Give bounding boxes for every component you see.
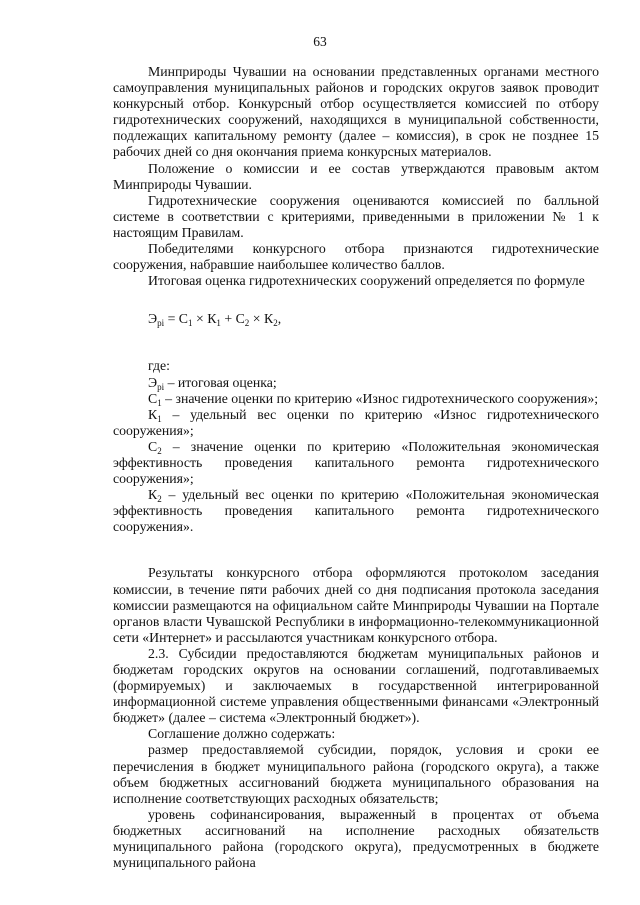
definition-c1-text: – значение оценки по критерию «Износ гидротехнического сооружения»;	[161, 390, 599, 406]
definition-k2-symbol: К	[148, 487, 158, 503]
formula-e: Э	[148, 311, 158, 327]
page-number: 63	[313, 34, 327, 49]
definition-c2-symbol: С	[148, 438, 158, 454]
paragraph-competition: Минприроды Чувашии на основании представленных органами местного самоуправления муниципальных районов и городских округов заявок проводит конкурсный отбор. Конкурсный отбор осуществляется комиссией по отбору гидротехнических сооружений, находящихся в муниципальной собственности, подлежащих капитальному ремонту (далее – комиссия), в срок не позднее 15 рабочих дней со дня окончания приема конкурсных материалов.	[113, 64, 599, 160]
definition-k1	[113, 407, 599, 439]
paragraph-cofinancing: уровень софинансирования, выраженный в процентах от объема бюджетных ассигнований на исполнение расходных обязательств муниципального района (городского округа), предусмотренных в бюджете муниципального района	[113, 806, 599, 871]
paragraph-results: Результаты конкурсного отбора оформляются протоколом заседания комиссии, в течение пяти рабочих дней со дня подписания протокола заседания комиссии размещаются на официальном сайте Минприроды Чувашии на Портале органов власти Чувашской Республики в информационно-телекоммуникационной сети «Интернет» и рассылаются участникам конкурсного отбора.	[113, 565, 599, 645]
definition-k2-text: – удельный вес оценки по критерию «Положительная экономическая эффективность проведения капитального ремонта гидротехнического сооружения».	[113, 487, 599, 535]
formula-times1: × К	[192, 311, 217, 327]
formula-times2: × К	[249, 311, 274, 327]
paragraph-agreement-intro: Соглашение должно содержать:	[148, 726, 336, 742]
formula-eq: = С	[164, 311, 189, 327]
formula-c1-sub: 1	[188, 318, 193, 329]
formula-plus: + С	[220, 311, 245, 327]
definition-total-symbol: Э	[148, 374, 158, 390]
definition-c2-sub: 2	[157, 445, 162, 456]
paragraph-winners: Победителями конкурсного отбора признаются гидротехнические сооружения, набравшие наибольшее количество баллов.	[113, 241, 599, 273]
definition-total-score	[113, 375, 599, 391]
definition-c1-symbol: С	[148, 390, 158, 406]
definition-k1-symbol: К	[148, 406, 158, 422]
where-label: где:	[148, 358, 170, 374]
formula-k1-sub: 1	[216, 318, 221, 329]
section-gap	[113, 535, 599, 565]
definition-k1-sub: 1	[157, 413, 162, 424]
formula-e-sub: рi	[157, 318, 165, 329]
paragraph-commission: Положение о комиссии и ее состав утверждаются правовым актом Минприроды Чувашии.	[113, 160, 599, 192]
formula	[113, 311, 599, 327]
definition-c2	[113, 439, 599, 487]
definition-k2	[113, 487, 599, 535]
paragraph-scoring: Гидротехнические сооружения оцениваются комиссией по балльной системе в соответствии с критериями, приведенными в приложении № 1 к настоящим Правилам.	[113, 192, 599, 240]
definition-c1-sub: 1	[157, 397, 162, 408]
formula-k2-sub: 2	[273, 318, 278, 329]
paragraph-formula-intro: Итоговая оценка гидротехнических сооружений определяется по формуле	[148, 273, 585, 289]
paragraph-subsidy-size: размер предоставляемой субсидии, порядок, условия и сроки ее перечисления в бюджет муниципального района (городского округа), а также объем бюджетных ассигнований бюджета муниципального образования на исполнение соответствующих расходных обязательств;	[113, 742, 599, 806]
formula-c2-sub: 2	[244, 318, 250, 329]
body-text	[113, 64, 599, 871]
definition-k1-text: – удельный вес оценки по критерию «Износ гидротехнического сооружения»;	[113, 406, 599, 438]
definition-total-text: – итоговая оценка;	[164, 374, 277, 390]
definition-c1	[113, 391, 599, 407]
definition-k2-sub: 2	[157, 494, 162, 505]
definition-total-sub: рi	[157, 381, 165, 392]
formula-tail: ,	[277, 311, 282, 327]
paragraph-subsidies: 2.3. Субсидии предоставляются бюджетам муниципальных районов и бюджетам городских округов на основании соглашений, подготавливаемых (формируемых) и заключаемых в государственной интегрированной информационной системе управления общественными финансами «Электронный бюджет» (далее – система «Электронный бюджет»).	[113, 645, 599, 726]
definition-c2-text: – значение оценки по критерию «Положительная экономическая эффективность проведения капитального ремонта гидротехнического сооружения»;	[113, 438, 599, 487]
